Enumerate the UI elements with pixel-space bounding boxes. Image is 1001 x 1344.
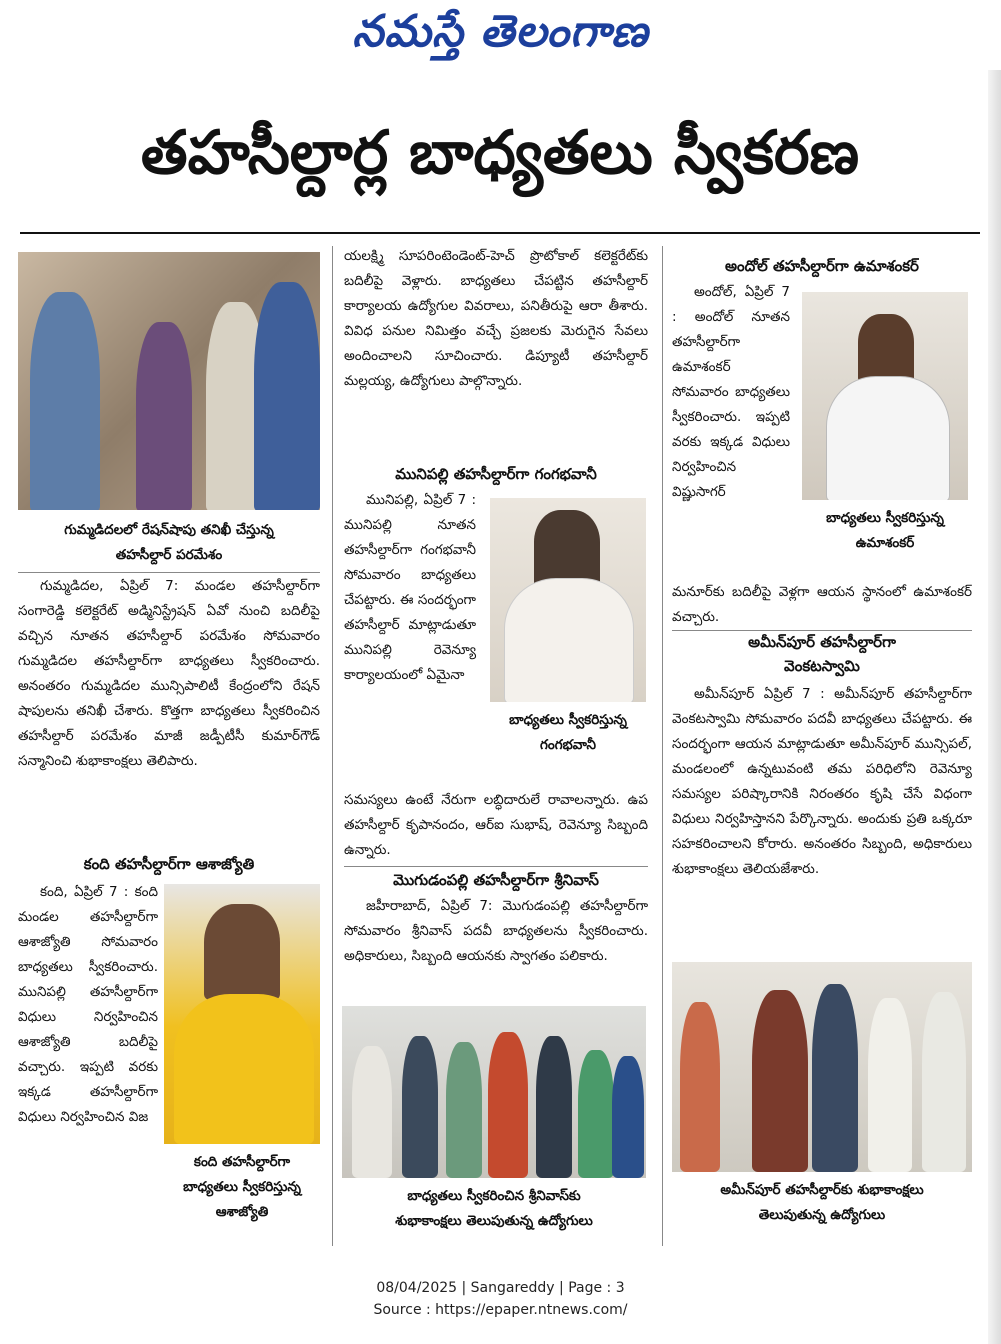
subhead-ameenpur: అమీన్‌పూర్ తహసీల్దార్‌గా వెంకటస్వామి xyxy=(748,633,896,675)
column-divider xyxy=(332,246,333,1246)
subhead-munipalli: మునిపల్లి తహసీల్దార్‌గా గంగభవానీ xyxy=(395,465,597,483)
story-gummadidala: గుమ్మడిదల, ఏప్రిల్ 7: మండల తహసీల్దార్‌గా సంగారెడ్డి కలెక్టరేట్ అడ్మినిస్ట్రేషన్ ఏవో నుంచి బదిలీపై వచ్చిన నూతన తహసీల్దార్ పరమేశం సోమవారం గుమ్మడిదల తహసీల్దార్‌గా బాధ్యతలు స్వీకరించారు. అనంతరం గుమ్మడిదల మున్సిపాలిటీ కేంద్రంలోని రేషన్ షాపులను తనిఖీ చేశారు. కొత్తగా బాధ్యతలు స్వీకరించిన తహసీల్దార్ పరమేశం మాజీ జడ్పీటీసీ కుమార్‌గౌడ్ సన్మానించి శుభాకాంక్షలు తెలిపారు. xyxy=(18,578,320,769)
story-kandi: కంది, ఏప్రిల్ 7 : కంది మండల తహసీల్దార్‌గా ఆశాజ్యోతి సోమవారం బాధ్యతలు స్వీకరించారు. మునిపల్లి తహసీల్దార్‌గా విధులు నిర్వహించిన ఆశాజ్యోతి బదిలీపై వచ్చారు. ఇప్పటి వరకు ఇక్కడ తహసీల్దార్‌గా విధులు నిర్వహించిన విజ xyxy=(18,884,158,1125)
photo-caption: బాధ్యతలు స్వీకరిస్తున్న గంగభవానీ xyxy=(509,712,627,753)
story-andol-b: మనూర్‌కు బదిలీపై వెళ్లగా ఆయన స్థానంలో ఉమాశంకర్ వచ్చారు. xyxy=(672,584,972,625)
umashankar-photo xyxy=(802,292,968,500)
masthead: నమస్తే తెలంగాణ xyxy=(352,6,649,57)
page-edge xyxy=(988,70,1001,1344)
story-mogudampalli: జహీరాబాద్, ఏప్రిల్ 7: మొగుడంపల్లి తహసీల్దార్‌గా సోమవారం శ్రీనివాస్ పదవీ బాధ్యతలను స్వీకరించారు. అధికారులు, సిబ్బంది ఆయనకు స్వాగతం పలికారు. xyxy=(344,898,648,964)
srinivas-greeting-photo xyxy=(342,1006,646,1178)
rationshop-inspection-photo xyxy=(18,252,320,510)
headline: తహసీల్దార్ల బాధ్యతలు స్వీకరణ xyxy=(140,118,860,188)
photo-caption: బాధ్యతలు స్వీకరించిన శ్రీనివాస్‌కు శుభాకాంక్షలు తెలుపుతున్న ఉద్యోగులు xyxy=(395,1188,593,1229)
photo-caption: గుమ్మడిదలలో రేషన్‌షాపు తనిఖీ చేస్తున్న తహసీల్దార్ పరమేశం xyxy=(64,522,274,563)
story-munipalli-b: సమస్యలు ఉంటే నేరుగా లబ్ధిదారులే రావాలన్నారు. ఉప తహసీల్దార్ కృపానందం, ఆర్ఐ సుభాష్, రెవెన్యూ సిబ్బంది ఉన్నారు. xyxy=(344,792,648,858)
subhead-kandi: కంది తహసీల్దార్‌గా ఆశాజ్యోతి xyxy=(83,855,255,873)
story-continued: యలక్ష్మి సూపరింటెండెంట్-హెచ్ ప్రొటోకాల్ కలెక్టరేట్‌కు బదిలీపై వెళ్లారు. బాధ్యతలు చేపట్టిన తహసీల్దార్ కార్యాలయ ఉద్యోగుల వివరాలు, పనితీరుపై ఆరా తీశారు. వివిధ పనుల నిమిత్తం వచ్చే ప్రజలకు మెరుగైన సేవలు అందించాలని సూచించారు. డిప్యూటీ తహసీల్దార్ మల్లయ్య, ఉద్యోగులు పాల్గొన్నారు. xyxy=(344,248,648,389)
footer-date-edition: 08/04/2025 | Sangareddy | Page : 3 xyxy=(376,1280,625,1296)
footer-source: Source : https://epaper.ntnews.com/ xyxy=(373,1302,628,1318)
story-munipalli-a: మునిపల్లి, ఏప్రిల్ 7 : మునిపల్లి నూతన తహసీల్దార్‌గా గంగభవానీ సోమవారం బాధ్యతలు చేపట్టారు. ఈ సందర్భంగా తహసీల్దార్ మాట్లాడుతూ మునిపల్లి రెవెన్యూ కార్యాలయంలో ఏమైనా xyxy=(344,492,476,683)
column-divider xyxy=(662,246,663,1246)
subhead-andol: అందోల్ తహసీల్దార్‌గా ఉమాశంకర్ xyxy=(725,257,919,275)
gangabhavani-photo xyxy=(490,498,646,702)
story-andol-a: అందోల్, ఏప్రిల్ 7 : అందోల్ నూతన తహసీల్దార్‌గా ఉమాశంకర్ సోమవారం బాధ్యతలు స్వీకరించారు. ఇప్పటి వరకు ఇక్కడ విధులు నిర్వహించిన విష్ణుసాగర్ xyxy=(672,284,790,500)
ameenpur-greeting-photo xyxy=(672,962,972,1172)
divider xyxy=(344,866,648,867)
photo-caption: కంది తహసీల్దార్‌గా బాధ్యతలు స్వీకరిస్తున్న ఆశాజ్యోతి xyxy=(183,1154,301,1220)
photo-caption: అమీన్‌పూర్ తహసీల్దార్‌కు శుభాకాంక్షలు తెలుపుతున్న ఉద్యోగులు xyxy=(720,1182,924,1223)
subhead-mogudampalli: మొగుడంపల్లి తహసీల్దార్‌గా శ్రీనివాస్ xyxy=(393,871,599,889)
divider xyxy=(18,572,320,573)
photo-caption: బాధ్యతలు స్వీకరిస్తున్న ఉమాశంకర్ xyxy=(826,510,944,551)
ashajyothi-photo xyxy=(164,884,320,1144)
story-ameenpur: అమీన్‌పూర్ ఏప్రిల్ 7 : అమీన్‌పూర్ తహసీల్దార్‌గా వెంకటస్వామి సోమవారం పదవీ బాధ్యతలు చేపట్టారు. ఈ సందర్భంగా ఆయన మాట్లాడుతూ అమీన్‌పూర్ మున్సిపల్, మండలంలో ఉన్నటువంటి తమ పరిధిలోని రెవెన్యూ సమస్యల పరిష్కారానికి నిరంతరం కృషి చేసే విధంగా విధులు నిర్వహిస్తానని పేర్కొన్నారు. అందుకు ప్రతి ఒక్కరూ సహకరించాలని కోరారు. అనంతరం సిబ్బంది, అధికారులు శుభాకాంక్షలు తెలియజేశారు. xyxy=(672,686,972,877)
headline-rule xyxy=(20,232,980,234)
